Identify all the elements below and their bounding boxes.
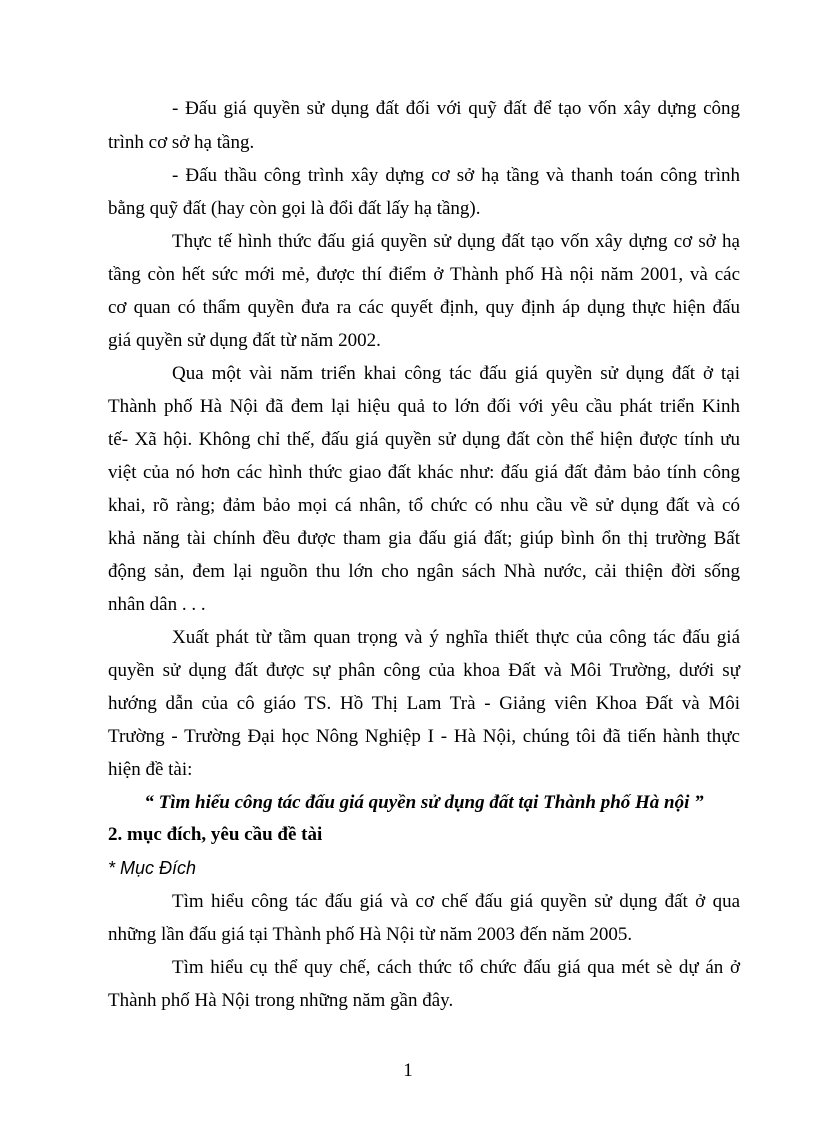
paragraph-line: động sản, đem lại nguồn thu lớn cho ngân sách Nhà nước, cải thiện đời sống xyxy=(108,561,740,582)
paragraph-line: Thực tế hình thức đấu giá quyền sử dụng đất tạo vốn xây dựng cơ sở hạ xyxy=(172,231,740,252)
paragraph-line: trình cơ sở hạ tầng. xyxy=(108,132,255,153)
page-number: 1 xyxy=(403,1060,413,1081)
paragraph-line: nhân dân . . . xyxy=(108,594,206,615)
paragraph-line: khai, rõ ràng; đảm bảo mọi cá nhân, tổ chức có nhu cầu về sử dụng đất và có xyxy=(108,495,740,516)
subheading: * Mục Đích xyxy=(108,858,197,878)
paragraph-line: Thành phố Hà Nội đã đem lại hiệu quả to lớn đối với yêu cầu phát triển Kinh xyxy=(108,396,740,417)
paragraph-line: - Đấu giá quyền sử dụng đất đối với quỹ đất để tạo vốn xây dựng công xyxy=(172,98,740,119)
paragraph-line: hướng dẫn của cô giáo TS. Hồ Thị Lam Trà - Giảng viên Khoa Đất và Môi xyxy=(108,693,740,714)
paragraph-line: khả năng tài chính đều được tham gia đấu giá đất; giúp bình ổn thị trường Bất xyxy=(108,528,740,549)
paragraph-line: Thành phố Hà Nội trong những năm gần đây. xyxy=(108,990,454,1011)
paragraph-line: cơ quan có thẩm quyền đưa ra các quyết định, quy định áp dụng thực hiện đấu xyxy=(108,297,740,318)
paragraph-line: quyền sử dụng đất được sự phân công của khoa Đất và Môi Trường, dưới sự xyxy=(108,660,740,681)
paragraph-line: những lần đấu giá tại Thành phố Hà Nội từ năm 2003 đến năm 2005. xyxy=(108,924,633,945)
paragraph-line: Xuất phát từ tầm quan trọng và ý nghĩa thiết thực của công tác đấu giá xyxy=(172,627,740,648)
paragraph-line: Trường - Trường Đại học Nông Nghiệp I - Hà Nội, chúng tôi đã tiến hành thực xyxy=(108,726,740,747)
section-heading: 2. mục đích, yêu cầu đề tài xyxy=(108,824,323,845)
paragraph-line: hiện đề tài: xyxy=(108,759,193,780)
paragraph-line: - Đấu thầu công trình xây dựng cơ sở hạ tầng và thanh toán công trình xyxy=(172,165,740,186)
paragraph-line: tế- Xã hội. Không chỉ thế, đấu giá quyền sử dụng đất còn thể hiện được tính ưu xyxy=(108,429,740,450)
paragraph-line: Tìm hiểu công tác đấu giá và cơ chế đấu giá quyền sử dụng đất ở qua xyxy=(172,891,740,912)
paragraph-line: giá quyền sử dụng đất từ năm 2002. xyxy=(108,330,381,351)
topic-title: “ Tìm hiểu công tác đấu giá quyền sử dụng đất tại Thành phố Hà nội ” xyxy=(144,792,704,813)
paragraph-line: tầng còn hết sức mới mẻ, được thí điểm ở Thành phố Hà nội năm 2001, và các xyxy=(108,264,740,285)
paragraph-line: việt của nó hơn các hình thức giao đất khác như: đấu giá đất đảm bảo tính công xyxy=(108,462,740,483)
paragraph-line: bằng quỹ đất (hay còn gọi là đổi đất lấy hạ tầng). xyxy=(108,198,481,219)
paragraph-line: Qua một vài năm triển khai công tác đấu giá quyền sử dụng đất ở tại xyxy=(172,363,740,384)
paragraph-line: Tìm hiểu cụ thể quy chế, cách thức tổ chức đấu giá qua mét sè dự án ở xyxy=(172,957,740,978)
